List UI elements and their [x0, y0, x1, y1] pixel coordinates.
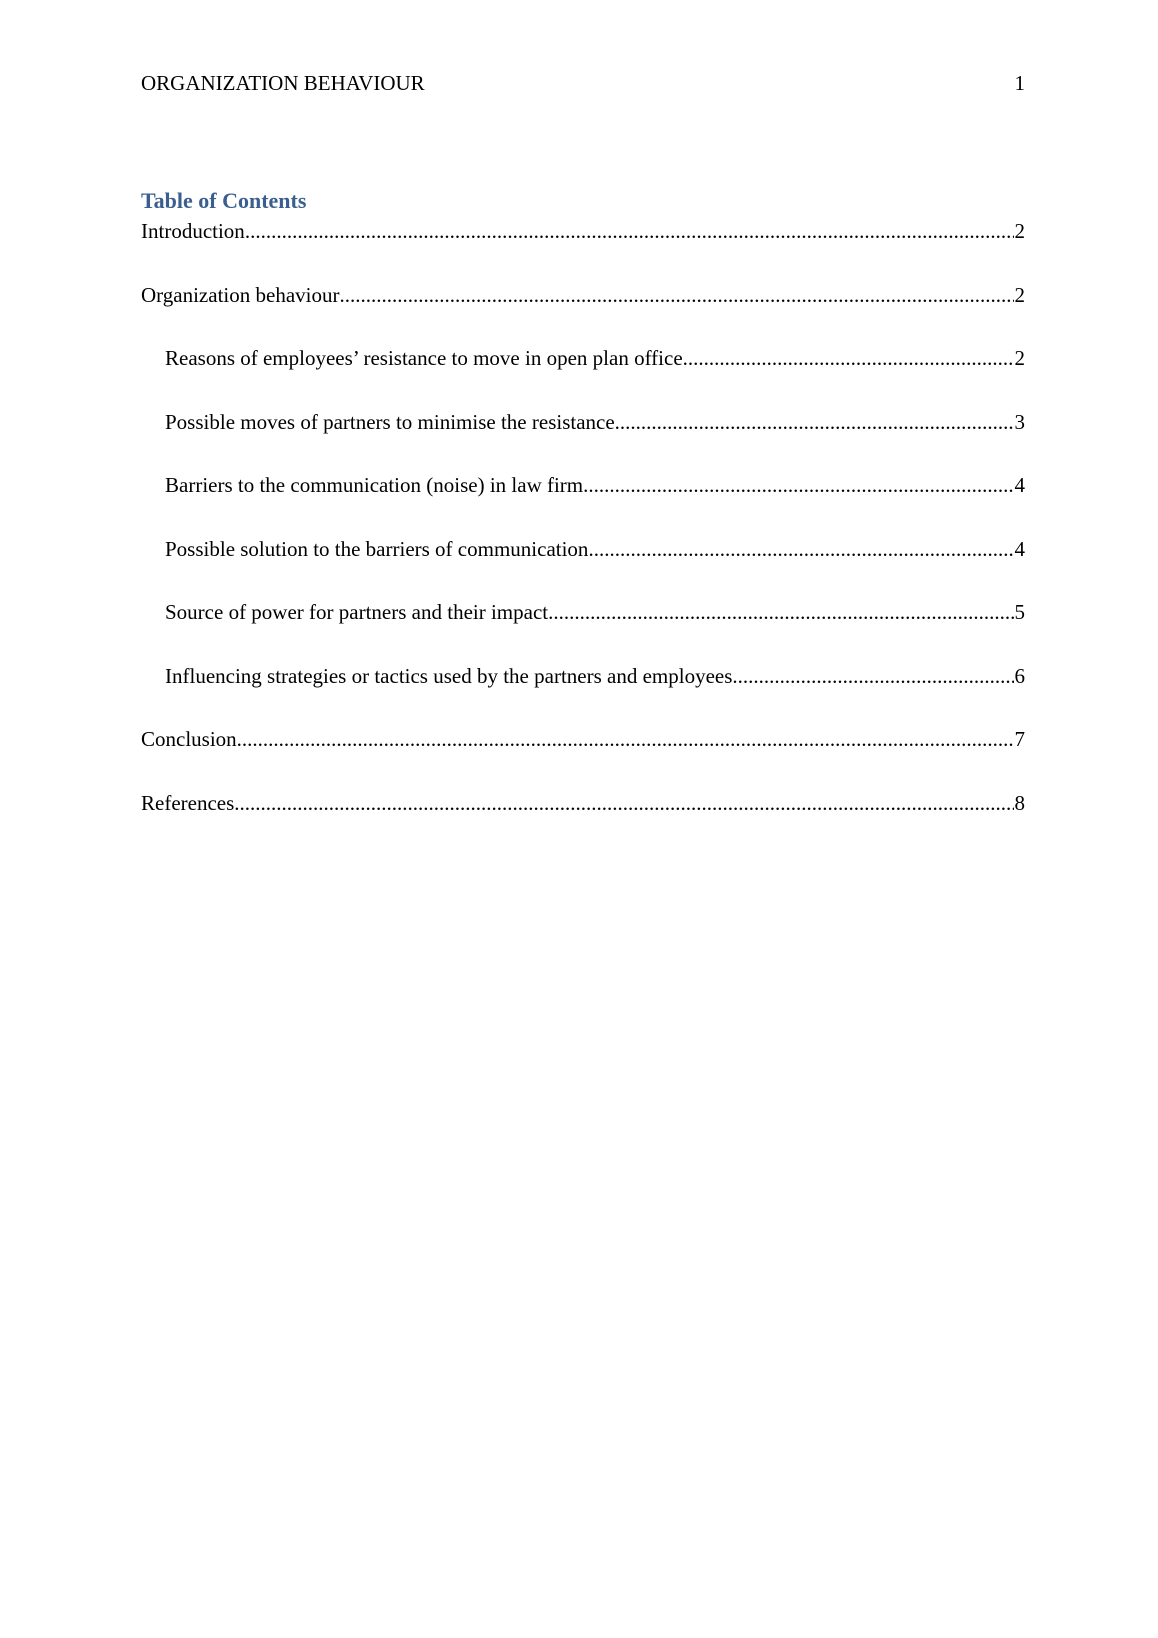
toc-entry-page: 2	[1014, 282, 1025, 307]
toc-dot-leader	[683, 343, 1014, 373]
toc-entry-page: 7	[1014, 727, 1025, 751]
toc-entry-organization-behaviour[interactable]	[141, 280, 1025, 310]
toc-entry-reasons-of-resistance[interactable]	[141, 343, 1025, 373]
toc-entry-title: Source of power for partners and their impact	[165, 600, 549, 624]
toc-entry-page: 4	[1014, 536, 1025, 561]
toc-entry-influencing-strategies[interactable]	[141, 661, 1025, 691]
toc-entry-title: Possible solution to the barriers of communication	[165, 536, 589, 561]
toc-entry-title: References	[141, 790, 235, 815]
toc-dot-leader	[245, 216, 1014, 246]
toc-entry-possible-solution[interactable]	[141, 534, 1025, 564]
toc-dot-leader	[583, 470, 1013, 500]
toc-entry-page: 8	[1014, 790, 1025, 815]
toc-dot-leader	[615, 407, 1014, 437]
toc-entry-page: 2	[1014, 346, 1025, 370]
running-header	[141, 68, 1025, 98]
running-title: ORGANIZATION BEHAVIOUR	[141, 71, 425, 95]
toc-entry-page: 3	[1014, 409, 1025, 434]
toc-dot-leader	[234, 788, 1013, 818]
toc-entry-page: 5	[1014, 600, 1025, 624]
toc-entry-title: Barriers to the communication (noise) in law firm	[165, 473, 584, 497]
toc-entry-title: Possible moves of partners to minimise the resistance	[165, 409, 615, 434]
toc-entry-introduction[interactable]	[141, 216, 1025, 246]
toc-entry-title: Influencing strategies or tactics used by the partners and employees	[165, 663, 733, 688]
table-of-contents	[141, 186, 1025, 851]
toc-dot-leader	[548, 597, 1013, 627]
toc-entry-source-of-power[interactable]	[141, 597, 1025, 627]
toc-entry-title: Reasons of employees’ resistance to move in open plan office	[165, 346, 683, 370]
toc-entry-conclusion[interactable]	[141, 724, 1025, 754]
toc-dot-leader	[339, 280, 1013, 310]
toc-dot-leader	[732, 661, 1013, 691]
toc-entry-possible-moves[interactable]	[141, 407, 1025, 437]
toc-dot-leader	[237, 724, 1014, 754]
toc-entry-title: Introduction	[141, 219, 245, 243]
page-number: 1	[1014, 71, 1025, 95]
toc-dot-leader	[588, 534, 1013, 564]
toc-entry-page: 6	[1014, 663, 1025, 688]
toc-entry-page: 2	[1014, 219, 1025, 243]
toc-entry-title: Organization behaviour	[141, 282, 340, 307]
toc-entry-title: Conclusion	[141, 727, 237, 751]
toc-list	[141, 216, 1025, 818]
toc-entry-page: 4	[1014, 473, 1025, 497]
toc-entry-references[interactable]	[141, 788, 1025, 818]
toc-entry-barriers-to-communication[interactable]	[141, 470, 1025, 500]
toc-heading: Table of Contents	[141, 188, 307, 213]
